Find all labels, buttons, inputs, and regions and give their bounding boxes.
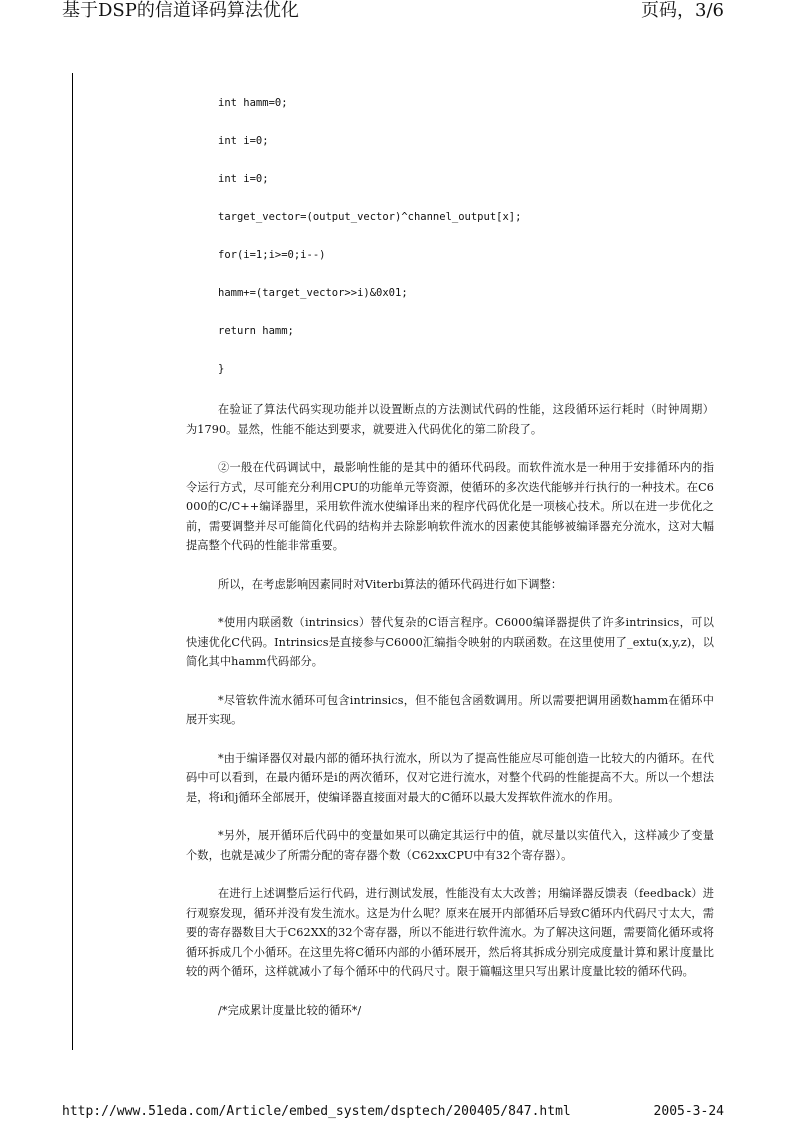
document-title: 基于DSP的信道译码算法优化	[62, 0, 299, 21]
page-header	[62, 0, 724, 22]
code-line: hamm+=(target_vector>>i)&0x01;	[218, 287, 408, 299]
paragraph: 在验证了算法代码实现功能并以设置断点的方法测试代码的性能，这段循环运行耗时（时钟周期）为1790。显然，性能不能达到要求，就要进入代码优化的第二阶段了。	[186, 403, 714, 436]
page-footer	[62, 1102, 724, 1122]
code-line: int i=0;	[218, 135, 269, 147]
paragraph: ②一般在代码调试中，最影响性能的是其中的循环代码段。而软件流水是一种用于安排循环内的指令运行方式，尽可能充分利用CPU的功能单元等资源，使循环的多次迭代能够并行执行的一种技术。在C6000的C/C++编译器里，采用软件流水使编译出来的程序代码优化是一项核心技术。所以在进一步优化之前，需要调整并尽可能简化代码的结构并去除影响软件流水的因素使其能够被编译器充分流水，这对大幅提高整个代码的性能非常重要。	[186, 461, 714, 552]
code-line: int hamm=0;	[218, 97, 288, 109]
article-body	[186, 96, 714, 1039]
paragraph: *由于编译器仅对最内部的循环执行流水，所以为了提高性能应尽可能创造一比较大的内循环。在代码中可以看到，在最内循环是i的两次循环，仅对它进行流水，对整个代码的性能提高不大。所以一个想法是，将i和j循环全部展开，使编译器直接面对最大的C循环以最大发挥软件流水的作用。	[186, 751, 714, 804]
code-line: return hamm;	[218, 325, 294, 337]
code-comment: /*完成累计度量比较的循环*/	[218, 1003, 362, 1017]
code-line: for(i=1;i>=0;i--)	[218, 249, 326, 261]
code-line: }	[218, 363, 225, 375]
paragraph: 在进行上述调整后运行代码，进行测试发展，性能没有太大改善；用编译器反馈表（feedback）进行观察发现，循环并没有发生流水。这是为什么呢？原来在展开内部循环后导致C循环内代码尺寸太大，需要的寄存器数目大于C62XX的32个寄存器，所以不能进行软件流水。为了解决这问题，需要简化循环或将循环拆成几个小循环。在这里先将C循环内部的小循环展开，然后将其拆成分别完成度量计算和累计度量比较的两个循环，这样就减小了每个循环中的代码尺寸。限于篇幅这里只写出累计度量比较的循环代码。	[186, 887, 714, 978]
paragraph: *使用内联函数（intrinsics）替代复杂的C语言程序。C6000编译器提供了许多intrinsics，可以快速优化C代码。Intrinsics是直接参与C6000汇编指令映射的内联函数。在这里使用了_extu(x,y,z)，以简化其中hamm代码部分。	[186, 616, 714, 668]
code-block	[186, 96, 714, 400]
left-margin-rule	[72, 73, 73, 1050]
paragraph: 所以，在考虑影响因素同时对Viterbi算法的循环代码进行如下调整：	[218, 577, 563, 591]
print-date: 2005-3-24	[653, 1104, 724, 1119]
code-line: target_vector=(output_vector)^channel_output[x];	[218, 211, 522, 223]
source-url: http://www.51eda.com/Article/embed_system/dsptech/200405/847.html	[62, 1104, 571, 1119]
page-number: 页码，3/6	[641, 0, 724, 21]
code-line: int i=0;	[218, 173, 269, 185]
paragraph: *尽管软件流水循环可包含intrinsics，但不能包含函数调用。所以需要把调用函数hamm在循环中展开实现。	[186, 693, 714, 726]
paragraph: *另外，展开循环后代码中的变量如果可以确定其运行中的值，就尽量以实值代入，这样减少了变量个数，也就是减少了所需分配的寄存器个数（C62xxCPU中有32个寄存器）。	[186, 829, 714, 862]
